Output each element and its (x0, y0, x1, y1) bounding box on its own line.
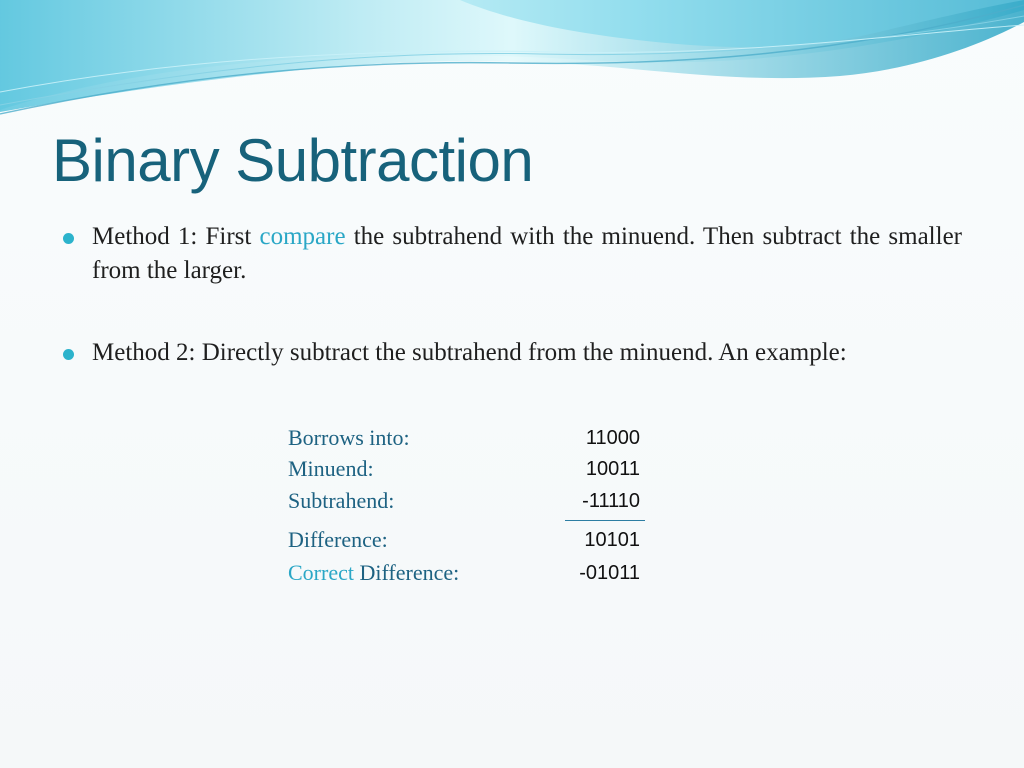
minuend-label: Minuend: (288, 456, 374, 481)
compare-highlight: compare (259, 223, 346, 250)
subtrahend-value: -11110 (582, 490, 640, 512)
bullet-list (60, 220, 962, 418)
borrows-value: 11000 (585, 427, 640, 449)
borrows-label: Borrows into: (288, 425, 410, 450)
bullet-dot-icon (63, 349, 74, 360)
difference-label: Difference: (288, 527, 388, 552)
decorative-wave-header (0, 0, 1024, 130)
difference-word: Difference: (353, 560, 460, 585)
minuend-row (288, 454, 648, 484)
minuend-value: 10011 (585, 458, 640, 480)
borrows-row (288, 423, 648, 453)
correct-difference-row (288, 558, 648, 588)
slide-title: Binary Subtraction (52, 127, 534, 194)
correct-difference-value: -01011 (579, 562, 640, 584)
correct-word: Correct (288, 560, 354, 585)
correct-difference-label (288, 558, 459, 588)
method-2-bullet (60, 336, 962, 370)
method-1-suffix: the subtrahend with the minuend. Then subtract the smaller from the larger. (92, 223, 962, 284)
subtraction-result-rule (565, 520, 645, 521)
method-1-bullet (60, 220, 962, 288)
method-2-text: Method 2: Directly subtract the subtrahend from the minuend. An example: (92, 339, 847, 366)
subtrahend-label: Subtrahend: (288, 488, 395, 513)
bullet-dot-icon (63, 233, 74, 244)
method-1-prefix: Method 1: First (92, 223, 260, 250)
subtraction-example (288, 423, 648, 603)
difference-value: 10101 (584, 529, 640, 551)
difference-row (288, 525, 648, 555)
subtrahend-row (288, 486, 648, 516)
